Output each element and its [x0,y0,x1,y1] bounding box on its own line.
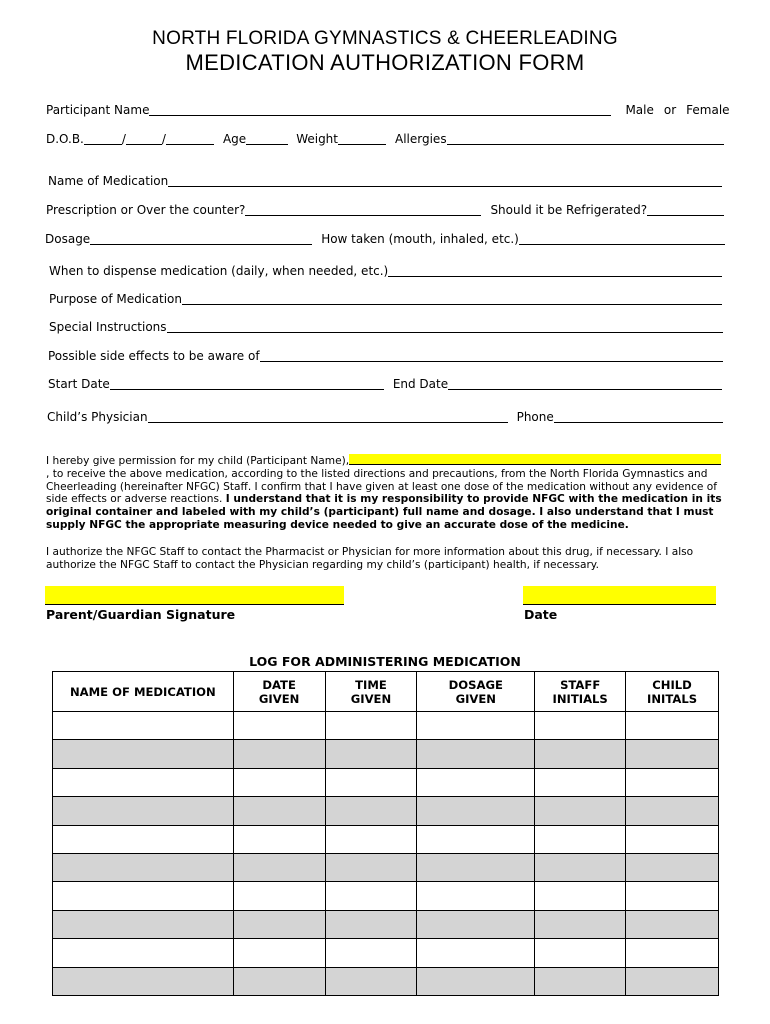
col-header-name-of-medication [53,672,234,712]
medication-name-row [48,171,722,189]
col-header-text: DATE [262,678,296,692]
dosage-given-cell[interactable] [417,768,535,796]
log-row [53,825,719,853]
date-given-cell[interactable] [233,740,325,768]
time-given-cell[interactable] [325,740,417,768]
weight-field[interactable] [338,133,386,145]
col-header-text: STAFF [560,678,601,692]
dob-year-field[interactable] [166,133,214,145]
dosage-label: Dosage [45,232,91,246]
side-effects-label: Possible side effects to be aware of [48,349,260,363]
physician-row [47,407,723,425]
staff-initials-cell[interactable] [535,882,626,910]
dob-row [46,129,724,147]
dosage-given-cell[interactable] [417,853,535,881]
date-given-cell[interactable] [233,967,325,995]
staff-initials-cell[interactable] [535,825,626,853]
staff-initials-cell[interactable] [535,797,626,825]
participant-row [46,100,730,118]
medication-name-cell[interactable] [53,825,234,853]
date-given-cell[interactable] [233,797,325,825]
time-given-cell[interactable] [325,939,417,967]
dob-label: D.O.B. [46,132,84,146]
medication-log-table [52,671,719,996]
col-header-text: CHILD [652,678,692,692]
medication-name-cell[interactable] [53,768,234,796]
log-row [53,740,719,768]
staff-initials-cell[interactable] [535,740,626,768]
log-row [53,882,719,910]
allergies-label: Allergies [395,132,447,146]
dosage-given-cell[interactable] [417,712,535,740]
time-given-cell[interactable] [325,910,417,938]
start-date-field[interactable] [110,378,384,390]
special-instructions-label: Special Instructions [49,320,167,334]
dosage-given-cell[interactable] [417,797,535,825]
signature-date-label: Date [524,607,558,622]
staff-initials-cell[interactable] [535,853,626,881]
date-given-cell[interactable] [233,712,325,740]
log-row [53,768,719,796]
refrigerated-field[interactable] [647,204,724,216]
child-initials-cell[interactable] [626,740,719,768]
col-header-text: GIVEN [455,692,497,706]
date-given-cell[interactable] [233,882,325,910]
age-field[interactable] [246,133,288,145]
permission-comma: , [46,467,50,480]
child-initials-cell[interactable] [626,967,719,995]
participant-name-label: Participant Name [46,103,150,117]
col-header-text: TIME [355,678,387,692]
dosage-given-cell[interactable] [417,910,535,938]
dosage-given-cell[interactable] [417,882,535,910]
staff-initials-cell[interactable] [535,712,626,740]
date-given-cell[interactable] [233,768,325,796]
side-effects-field[interactable] [260,350,723,362]
col-header-text: INITIALS [552,692,608,706]
child-initials-cell[interactable] [626,825,719,853]
staff-initials-cell[interactable] [535,939,626,967]
medication-name-cell[interactable] [53,910,234,938]
dob-slash: / [161,132,166,146]
permission-paragraph [46,454,724,532]
medication-name-cell[interactable] [53,797,234,825]
child-initials-cell[interactable] [626,797,719,825]
col-header-date-given [233,672,325,712]
col-header-text: NAME OF MEDICATION [69,684,216,699]
dob-day-field[interactable] [126,133,162,145]
time-given-cell[interactable] [325,882,417,910]
refrigerated-label: Should it be Refrigerated? [490,203,648,217]
log-row [53,939,719,967]
end-date-label: End Date [392,377,449,391]
physician-label: Child’s Physician [47,410,148,424]
parent-signature-label: Parent/Guardian Signature [46,607,236,622]
purpose-label: Purpose of Medication [49,292,182,306]
col-header-text: INITALS [647,692,698,706]
purpose-field[interactable] [182,293,722,305]
dispense-field[interactable] [388,265,722,277]
log-row [53,967,719,995]
medication-name-label: Name of Medication [48,174,169,188]
how-taken-label: How taken (mouth, inhaled, etc.) [321,232,519,246]
dosage-field[interactable] [90,233,312,245]
dob-slash: / [121,132,126,146]
log-row [53,910,719,938]
dosage-given-cell[interactable] [417,825,535,853]
col-header-staff-initials [535,672,626,712]
start-date-label: Start Date [48,377,110,391]
weight-label: Weight [296,132,338,146]
child-initials-cell[interactable] [626,882,719,910]
child-initials-cell[interactable] [626,712,719,740]
log-row [53,797,719,825]
time-given-cell[interactable] [325,853,417,881]
date-given-cell[interactable] [233,939,325,967]
time-given-cell[interactable] [325,712,417,740]
dosage-row [45,229,725,247]
medication-name-cell[interactable] [53,967,234,995]
time-given-cell[interactable] [325,768,417,796]
authorize-paragraph: I authorize the NFGC Staff to contact the Pharmacist or Physician for more information about this drug, if necessary. I also authorize the NFGC Staff to contact the Physician regarding my child’s (participant) health, if necessary. [46,546,694,571]
col-header-text: DOSAGE [448,678,503,692]
dob-month-field[interactable] [84,133,122,145]
permission-body: to receive the above medication, according to the listed directions and precautions, from the North Florida Gymnastics and Cheerleading (hereinafter NFGC) Staff. I confirm that I have given at least one dose of the medication without any evidence of side effects or adverse reactions. [46,467,718,506]
prescription-row [46,200,724,218]
date-given-cell[interactable] [233,853,325,881]
male-option[interactable]: Male [625,103,654,117]
log-header-row [53,672,719,712]
log-title: LOG FOR ADMINISTERING MEDICATION [249,654,521,669]
log-row [53,853,719,881]
medication-name-cell[interactable] [53,882,234,910]
col-header-text: GIVEN [258,692,300,706]
form-title-org: NORTH FLORIDA GYMNASTICS & CHEERLEADING [152,28,618,49]
phone-label: Phone [516,410,554,424]
dosage-given-cell[interactable] [417,939,535,967]
staff-initials-cell[interactable] [535,967,626,995]
col-header-child-initials [626,672,719,712]
prescription-label: Prescription or Over the counter? [46,203,246,217]
phone-field[interactable] [554,411,723,423]
signature-date-field[interactable] [523,586,716,605]
medication-name-cell[interactable] [53,712,234,740]
col-header-time-given [325,672,417,712]
prescription-field[interactable] [245,204,481,216]
special-instructions-field[interactable] [167,321,723,333]
parent-signature-field[interactable] [45,586,344,605]
form-title: MEDICATION AUTHORIZATION FORM [185,50,585,75]
col-header-text: GIVEN [350,692,392,706]
age-label: Age [222,132,247,146]
medication-name-field[interactable] [168,175,722,187]
medication-name-cell[interactable] [53,853,234,881]
special-instructions-row [49,317,723,335]
female-option[interactable]: Female [686,103,730,117]
side-effects-row [48,346,723,364]
date-given-cell[interactable] [233,825,325,853]
purpose-row [49,289,722,307]
permission-responsibility-text: I understand that it is my responsibility to provide NFGC with the medication in its original container and labeled with my child’s (participant) full name and dosage. I also understand that I must supply NFGC the appropriate measuring device needed to give an accurate dose of the medicine. [46,493,722,531]
child-initials-cell[interactable] [626,853,719,881]
time-given-cell[interactable] [325,797,417,825]
staff-initials-cell[interactable] [535,910,626,938]
child-initials-cell[interactable] [626,939,719,967]
date-given-cell[interactable] [233,910,325,938]
staff-initials-cell[interactable] [535,768,626,796]
child-initials-cell[interactable] [626,768,719,796]
allergies-field[interactable] [447,133,724,145]
dosage-given-cell[interactable] [417,740,535,768]
log-row [53,712,719,740]
medication-name-cell[interactable] [53,740,234,768]
or-label: or [663,103,677,117]
dosage-given-cell[interactable] [417,967,535,995]
permission-intro: I hereby give permission for my child (Participant Name), [46,455,350,467]
participant-name-highlight-field[interactable] [349,454,721,465]
dispense-row [49,261,722,279]
time-given-cell[interactable] [325,825,417,853]
child-initials-cell[interactable] [626,910,719,938]
how-taken-field[interactable] [519,233,725,245]
end-date-field[interactable] [448,378,722,390]
dispense-label: When to dispense medication (daily, when needed, etc.) [49,264,389,278]
medication-name-cell[interactable] [53,939,234,967]
participant-name-field[interactable] [149,104,611,116]
physician-field[interactable] [148,411,508,423]
dates-row [48,374,722,392]
time-given-cell[interactable] [325,967,417,995]
col-header-dosage-given [417,672,535,712]
